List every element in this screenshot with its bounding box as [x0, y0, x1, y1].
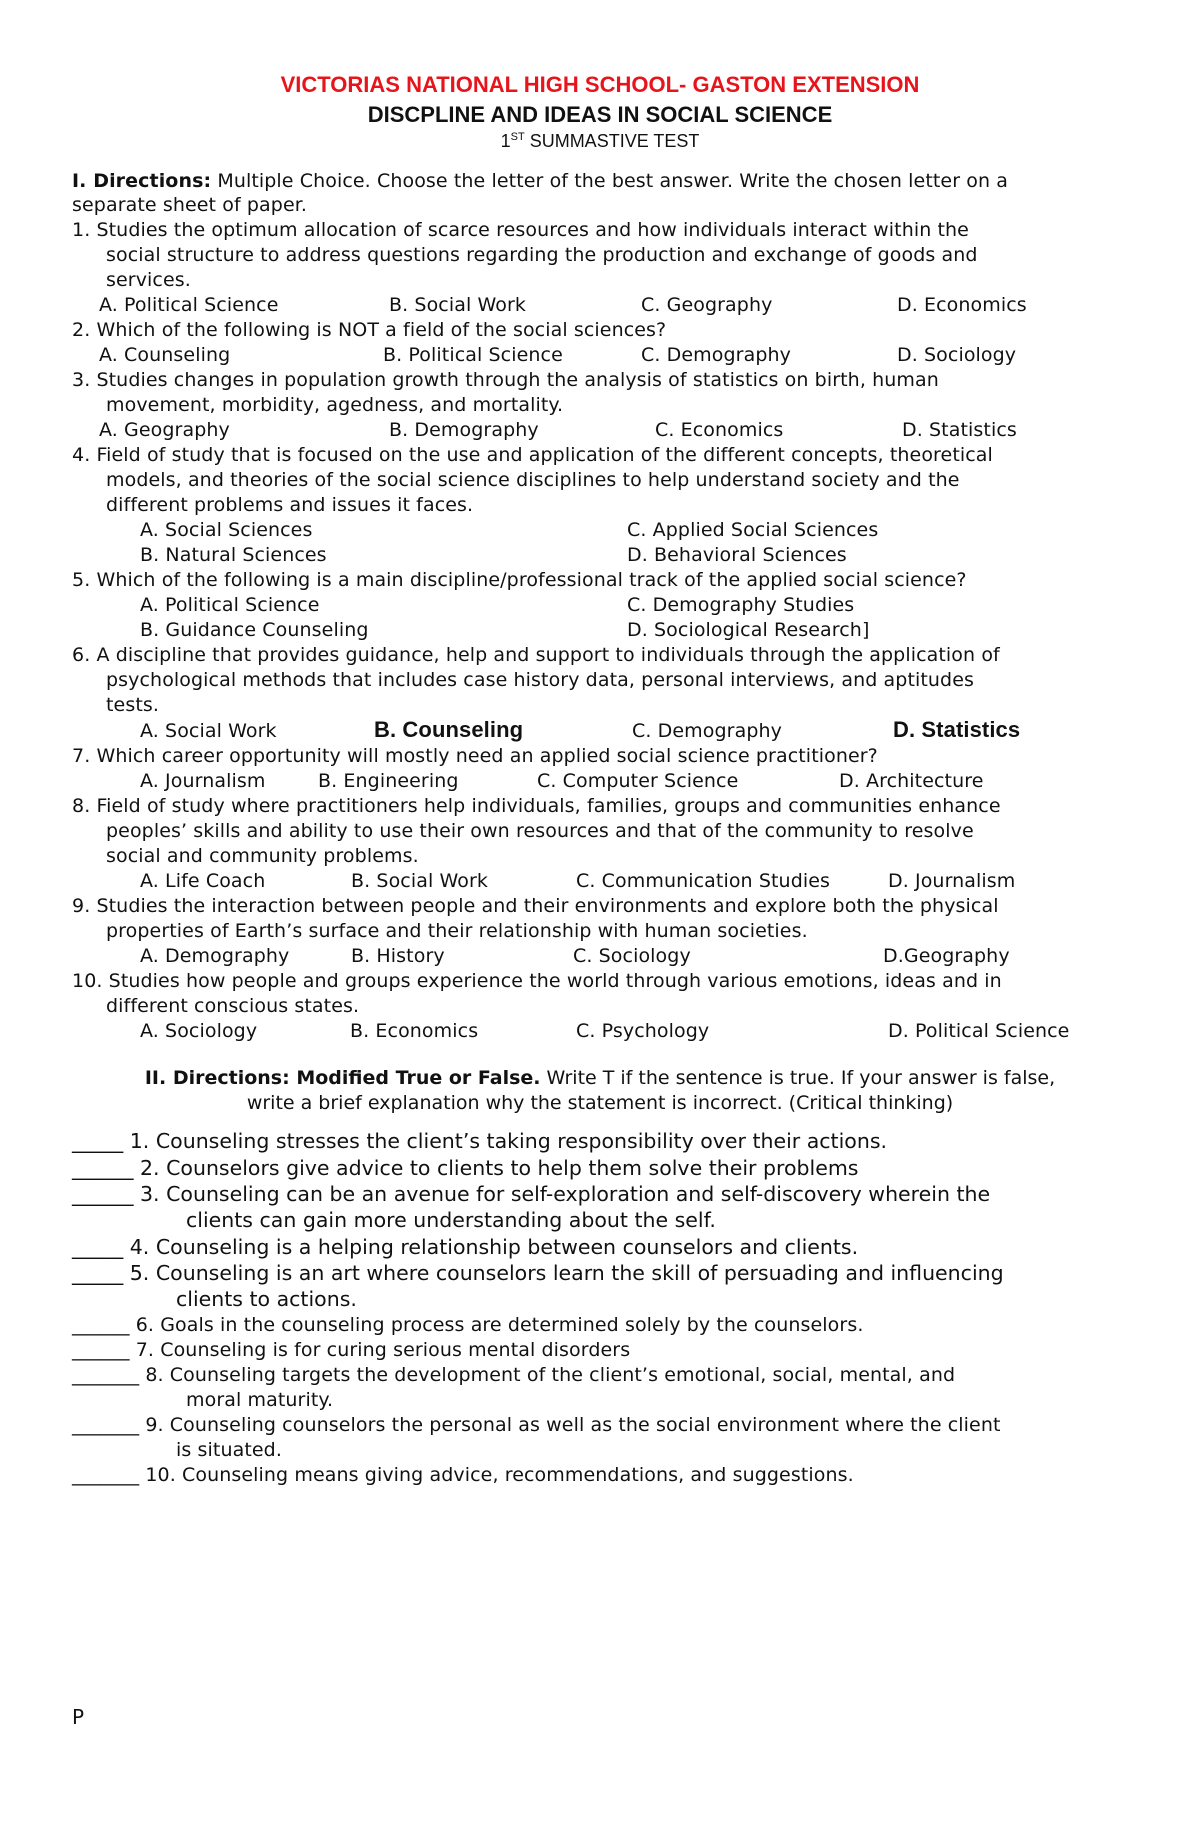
q10-option-d: D. Political Science [888, 1020, 1070, 1042]
q8-option-d: D. Journalism [888, 870, 1016, 892]
q10-option-c: C. Psychology [576, 1020, 710, 1042]
question-8-line3: social and community problems. [106, 845, 419, 867]
question-3: 3. Studies changes in population growth through the analysis of statistics on birth, human [72, 369, 939, 391]
q1-option-c: C. Geography [641, 294, 773, 316]
question-6: 6. A discipline that provides guidance, help and support to individuals through the application of [72, 644, 1000, 666]
question-4-line2: models, and theories of the social science disciplines to help understand society and the [106, 469, 960, 491]
q10-option-a: A. Sociology [140, 1020, 258, 1042]
q6-option-d: D. Statistics [893, 717, 1021, 742]
q7-option-c: C. Computer Science [537, 770, 739, 792]
q2-option-b: B. Political Science [383, 344, 563, 366]
tf-item-7: ______ 7. Counseling is for curing serious mental disorders [72, 1339, 631, 1361]
tf-item-9: _______ 9. Counseling counselors the personal as well as the social environment where the client [72, 1414, 1001, 1436]
q8-option-b: B. Social Work [351, 870, 488, 892]
question-5: 5. Which of the following is a main discipline/professional track of the applied social science? [72, 569, 967, 591]
q7-option-d: D. Architecture [839, 770, 984, 792]
question-8: 8. Field of study where practitioners help individuals, families, groups and communities enhance [72, 795, 1001, 817]
question-4: 4. Field of study that is focused on the use and application of the different concepts, theoretical [72, 444, 993, 466]
q7-option-a: A. Journalism [140, 770, 266, 792]
q3-option-b: B. Demography [389, 419, 539, 441]
q10-option-b: B. Economics [350, 1020, 479, 1042]
tf-item-5-line2: clients to actions. [176, 1287, 357, 1311]
q3-option-a: A. Geography [99, 419, 230, 441]
tf-item-8-line2: moral maturity. [186, 1389, 334, 1411]
question-1-line3: services. [106, 269, 191, 291]
q1-option-a: A. Political Science [99, 294, 279, 316]
q4-option-b: B. Natural Sciences [140, 544, 327, 566]
tf-item-1: _____ 1. Counseling stresses the client’s taking responsibility over their actions. [72, 1129, 888, 1153]
q1-option-d: D. Economics [897, 294, 1027, 316]
q3-option-c: C. Economics [655, 419, 784, 441]
q8-option-c: C. Communication Studies [576, 870, 831, 892]
q5-option-d: D. Sociological Research] [627, 619, 870, 641]
q6-option-b: B. Counseling [374, 717, 524, 742]
q9-option-b: B. History [351, 945, 445, 967]
tf-item-8: _______ 8. Counseling targets the development of the client’s emotional, social, mental, and [72, 1364, 956, 1386]
part1-directions-cont: separate sheet of paper. [72, 194, 308, 216]
question-10-line2: different conscious states. [106, 995, 360, 1017]
q6-option-c: C. Demography [632, 720, 782, 742]
q2-option-d: D. Sociology [897, 344, 1017, 366]
part2-label: II. Directions: Modified True or False. [144, 1067, 541, 1089]
q5-option-c: C. Demography Studies [627, 594, 855, 616]
question-9-line2: properties of Earth’s surface and their relationship with human societies. [106, 920, 808, 942]
footer-mark: P [72, 1705, 85, 1729]
tf-item-10: _______ 10. Counseling means giving advice, recommendations, and suggestions. [72, 1464, 854, 1486]
school-name: VICTORIAS NATIONAL HIGH SCHOOL- GASTON EXTENSION [280, 72, 920, 97]
tf-item-3-line2: clients can gain more understanding about the self. [186, 1208, 716, 1232]
q8-option-a: A. Life Coach [140, 870, 266, 892]
q4-option-c: C. Applied Social Sciences [627, 519, 879, 541]
question-8-line2: peoples’ skills and ability to use their own resources and that of the community to resolve [106, 820, 974, 842]
q5-option-b: B. Guidance Counseling [140, 619, 369, 641]
question-1: 1. Studies the optimum allocation of scarce resources and how individuals interact within the [72, 219, 969, 241]
test-title: 1ST SUMMASTIVE TEST [500, 131, 700, 151]
subject-title: DISCPLINE AND IDEAS IN SOCIAL SCIENCE [367, 102, 833, 127]
q5-option-a: A. Political Science [140, 594, 320, 616]
part1-directions: I. Directions: Multiple Choice. Choose the letter of the best answer. Write the chosen letter on a [72, 170, 1009, 192]
tf-item-5: _____ 5. Counseling is an art where counselors learn the skill of persuading and influencing [72, 1261, 1004, 1285]
tf-item-9-line2: is situated. [176, 1439, 282, 1461]
q9-option-a: A. Demography [140, 945, 290, 967]
tf-item-3: ______ 3. Counseling can be an avenue for self-exploration and self-discovery wherein the [72, 1182, 991, 1206]
part2-directions-cont: write a brief explanation why the statement is incorrect. (Critical thinking) [246, 1092, 954, 1114]
q9-option-d: D.Geography [883, 945, 1010, 967]
q4-option-a: A. Social Sciences [140, 519, 313, 541]
q7-option-b: B. Engineering [318, 770, 459, 792]
question-7: 7. Which career opportunity will mostly need an applied social science practitioner? [72, 745, 878, 767]
question-1-line2: social structure to address questions regarding the production and exchange of goods and [106, 244, 978, 266]
q2-option-a: A. Counseling [99, 344, 231, 366]
question-6-line2: psychological methods that includes case history data, personal interviews, and aptitudes [106, 669, 975, 691]
question-2: 2. Which of the following is NOT a field of the social sciences? [72, 319, 667, 341]
part1-label: I. Directions: [72, 170, 212, 192]
question-3-line2: movement, morbidity, agedness, and mortality. [106, 394, 564, 416]
q6-option-a: A. Social Work [140, 720, 277, 742]
q2-option-c: C. Demography [641, 344, 791, 366]
tf-item-2: ______ 2. Counselors give advice to clients to help them solve their problems [72, 1156, 859, 1180]
question-4-line3: different problems and issues it faces. [106, 494, 474, 516]
tf-item-6: ______ 6. Goals in the counseling process are determined solely by the counselors. [72, 1314, 864, 1336]
q3-option-d: D. Statistics [902, 419, 1017, 441]
part2-directions: II. Directions: Modified True or False. Write T if the sentence is true. If your answer is false, [144, 1067, 1056, 1089]
question-10: 10. Studies how people and groups experience the world through various emotions, ideas and in [72, 970, 1002, 992]
tf-item-4: _____ 4. Counseling is a helping relationship between counselors and clients. [72, 1235, 859, 1259]
q9-option-c: C. Sociology [573, 945, 691, 967]
q4-option-d: D. Behavioral Sciences [627, 544, 847, 566]
q1-option-b: B. Social Work [389, 294, 526, 316]
question-6-line3: tests. [106, 694, 160, 716]
question-9: 9. Studies the interaction between people and their environments and explore both the physical [72, 895, 999, 917]
